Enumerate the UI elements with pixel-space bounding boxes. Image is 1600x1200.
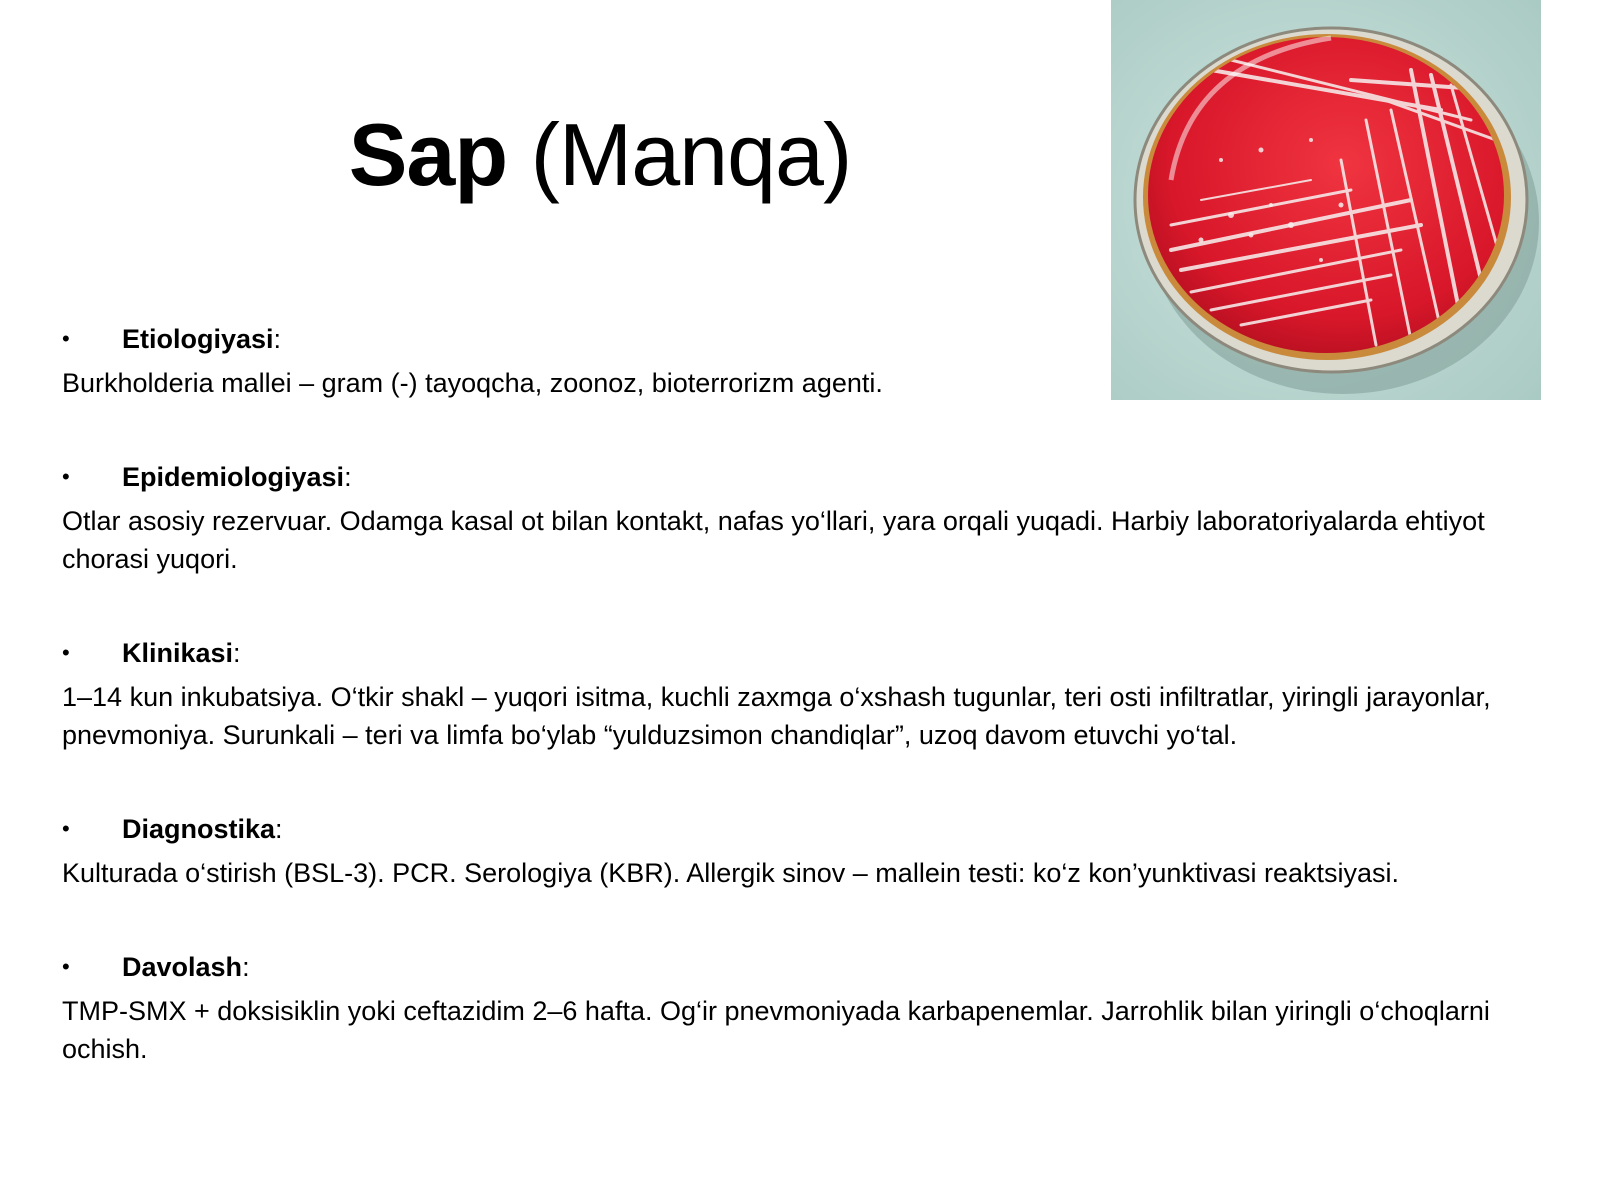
- section-heading: [122, 804, 283, 854]
- section-heading-row: [62, 942, 1542, 992]
- section-heading-row: [62, 452, 1542, 502]
- section-epidemiologiyasi: [62, 452, 1542, 578]
- section-heading-label: Klinikasi: [122, 638, 234, 668]
- section-heading-row: [62, 314, 1542, 364]
- title-bold-part: Sap: [348, 105, 508, 204]
- section-heading-row: [62, 804, 1542, 854]
- bullet-icon: •: [62, 954, 70, 979]
- section-heading-row: [62, 628, 1542, 678]
- slide-title: [0, 100, 1200, 210]
- section-body-text: Otlar asosiy rezervuar. Odamga kasal ot bilan kontakt, nafas yo‘llari, yara orqali yuqadi. Harbiy laboratoriyalarda ehtiyot chorasi yuqori.: [62, 506, 1485, 574]
- heading-colon: :: [242, 952, 250, 982]
- bullet-icon: •: [62, 326, 70, 351]
- heading-colon: :: [273, 324, 282, 354]
- content-list: [62, 314, 1542, 1118]
- section-body-text: Kulturada o‘stirish (BSL-3). PCR. Serologiya (KBR). Allergik sinov – mallein testi: ko‘z kon’yunktivasi reaktsiyasi.: [62, 858, 1400, 888]
- section-body-text: Burkholderia mallei – gram (-) tayoqcha, zoonoz, bioterrorizm agenti.: [62, 368, 883, 398]
- section-heading: [122, 452, 352, 502]
- heading-colon: :: [233, 638, 241, 668]
- section-diagnostika: [62, 804, 1542, 892]
- section-etiologiyasi: [62, 314, 1542, 402]
- bullet-icon: •: [62, 640, 70, 665]
- heading-colon: :: [344, 462, 352, 492]
- title-rest-part: (Manqa): [530, 105, 852, 204]
- heading-colon: :: [275, 814, 283, 844]
- section-davolash: [62, 942, 1542, 1068]
- section-heading-label: Diagnostika: [122, 814, 276, 844]
- bullet-icon: •: [62, 816, 70, 841]
- section-heading: [122, 628, 241, 678]
- section-body-text: TMP-SMX + doksisiklin yoki ceftazidim 2–6 hafta. Og‘ir pnevmoniyada karbapenemlar. Jarrohlik bilan yiringli o‘choqlarni ochish.: [62, 996, 1490, 1064]
- section-heading-label: Epidemiologiyasi: [122, 462, 345, 492]
- section-heading-label: Davolash: [122, 952, 243, 982]
- bullet-icon: •: [62, 464, 70, 489]
- section-heading: [122, 314, 281, 364]
- section-heading-label: Etiologiyasi: [122, 324, 274, 354]
- section-body-text: 1–14 kun inkubatsiya. O‘tkir shakl – yuqori isitma, kuchli zaxmga o‘xshash tugunlar, teri osti infiltratlar, yiringli jarayonlar, pnevmoniya. Surunkali – teri va limfa bo‘ylab “yulduzsimon chandiqlar”, uzoq davom etuvchi yo‘tal.: [62, 682, 1491, 750]
- section-klinikasi: [62, 628, 1542, 754]
- section-heading: [122, 942, 250, 992]
